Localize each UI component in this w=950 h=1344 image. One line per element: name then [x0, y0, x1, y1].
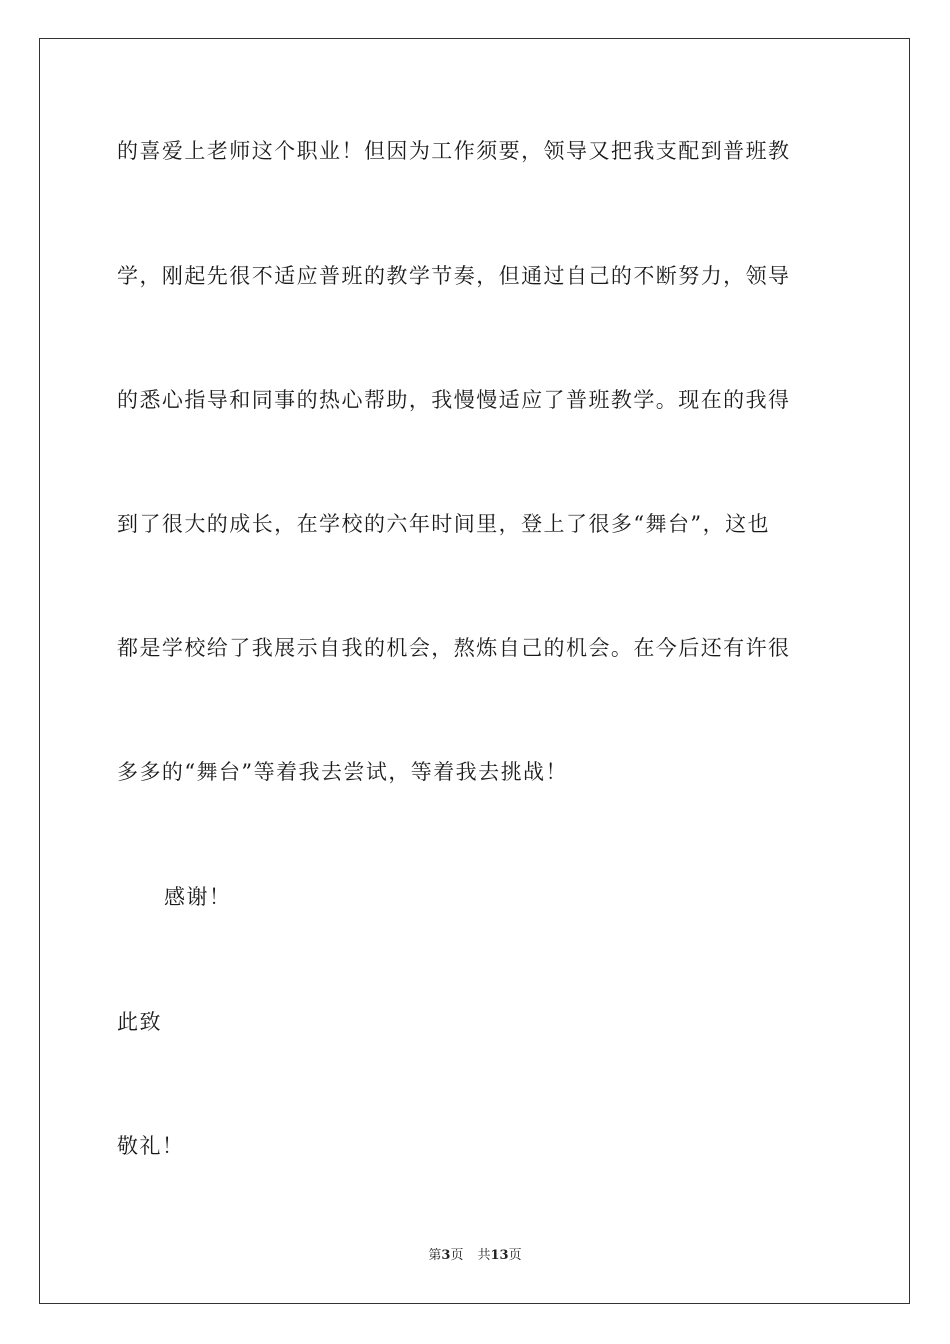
total-prefix: 共	[477, 1248, 491, 1263]
body-line-6: 多多的“舞台”等着我去尝试，等着我去挑战！	[117, 760, 568, 784]
total-unit: 页	[508, 1248, 522, 1263]
body-line-2: 学，刚起先很不适应普班的教学节奏，但通过自己的不断努力，领导	[117, 264, 791, 288]
page-footer	[0, 1247, 950, 1265]
body-line-1: 的喜爱上老师这个职业！但因为工作须要，领导又把我支配到普班教	[117, 139, 791, 163]
thanks-line: 感谢！	[164, 885, 232, 909]
body-line-5: 都是学校给了我展示自我的机会，熬炼自己的机会。在今后还有许很	[117, 636, 791, 660]
body-line-4: 到了很大的成长，在学校的六年时间里，登上了很多“舞台”，这也	[117, 512, 770, 536]
current-page-number: 3	[441, 1248, 451, 1263]
page-border	[39, 38, 910, 1304]
body-line-3: 的悉心指导和同事的热心帮助，我慢慢适应了普班教学。现在的我得	[117, 388, 791, 412]
closing-salutation: 此致	[117, 1010, 162, 1034]
closing-regards: 敬礼！	[117, 1134, 185, 1158]
page-unit: 页	[450, 1248, 464, 1263]
total-page-number: 13	[490, 1248, 509, 1263]
page-prefix: 第	[428, 1248, 442, 1263]
